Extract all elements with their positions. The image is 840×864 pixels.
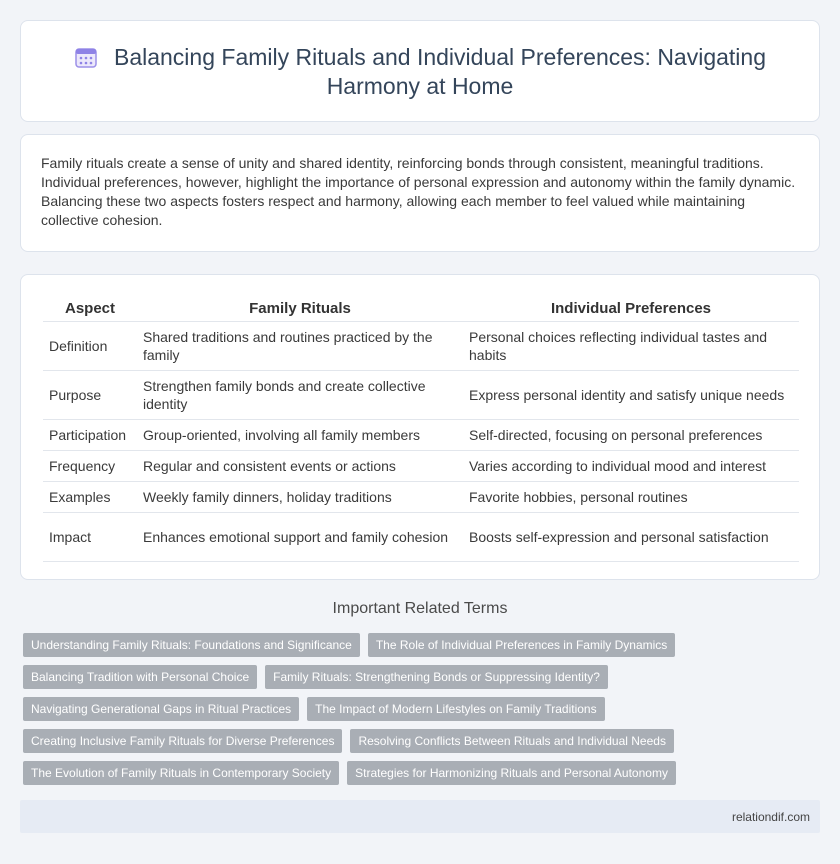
footer xyxy=(20,800,820,833)
table-row xyxy=(43,370,799,419)
family-rituals-cell: Enhances emotional support and family cohesion xyxy=(137,512,463,561)
family-rituals-cell: Group-oriented, involving all family members xyxy=(137,419,463,450)
table-header-row xyxy=(43,297,799,321)
individual-preferences-cell: Favorite hobbies, personal routines xyxy=(463,481,799,512)
related-terms-row xyxy=(23,665,703,689)
related-term-link[interactable]: Resolving Conflicts Between Rituals and Individual Needs xyxy=(350,729,674,753)
individual-preferences-cell: Personal choices reflecting individual tastes and habits xyxy=(463,321,799,370)
aspect-cell: Definition xyxy=(43,321,137,370)
family-rituals-cell: Shared traditions and routines practiced by the family xyxy=(137,321,463,370)
individual-preferences-cell: Varies according to individual mood and interest xyxy=(463,450,799,481)
related-term-link[interactable]: Family Rituals: Strengthening Bonds or Suppressing Identity? xyxy=(265,665,608,689)
aspect-cell: Impact xyxy=(43,512,137,561)
table-row xyxy=(43,419,799,450)
table-row xyxy=(43,481,799,512)
related-term-link[interactable]: Balancing Tradition with Personal Choice xyxy=(23,665,257,689)
related-terms-row xyxy=(23,761,703,785)
individual-preferences-cell: Express personal identity and satisfy unique needs xyxy=(463,370,799,419)
header-individual-preferences: Individual Preferences xyxy=(463,297,799,321)
calendar-icon xyxy=(74,45,98,69)
header-aspect: Aspect xyxy=(43,297,137,321)
related-term-link[interactable]: Strategies for Harmonizing Rituals and Personal Autonomy xyxy=(347,761,676,785)
header-family-rituals: Family Rituals xyxy=(137,297,463,321)
individual-preferences-cell: Boosts self-expression and personal satisfaction xyxy=(463,512,799,561)
aspect-cell: Examples xyxy=(43,481,137,512)
comparison-card xyxy=(20,274,820,580)
related-term-link[interactable]: Navigating Generational Gaps in Ritual Practices xyxy=(23,697,299,721)
intro-card xyxy=(20,134,820,252)
page-title: Balancing Family Rituals and Individual Preferences: Navigating Harmony at Home xyxy=(113,44,766,99)
related-terms-row xyxy=(23,697,703,721)
source-link[interactable]: relationdif.com xyxy=(731,810,810,824)
individual-preferences-cell: Self-directed, focusing on personal preferences xyxy=(463,419,799,450)
aspect-cell: Purpose xyxy=(43,370,137,419)
related-term-link[interactable]: Understanding Family Rituals: Foundations and Significance xyxy=(23,633,360,657)
related-terms-heading: Important Related Terms xyxy=(332,600,508,617)
comparison-table xyxy=(43,297,799,562)
related-terms-row xyxy=(23,729,703,753)
related-terms-row xyxy=(23,633,703,657)
header-card xyxy=(20,20,820,122)
aspect-cell: Participation xyxy=(43,419,137,450)
related-terms-list xyxy=(23,633,703,793)
table-row xyxy=(43,321,799,370)
related-term-link[interactable]: The Impact of Modern Lifestyles on Family Traditions xyxy=(307,697,604,721)
related-term-link[interactable]: The Role of Individual Preferences in Family Dynamics xyxy=(368,633,675,657)
family-rituals-cell: Weekly family dinners, holiday traditions xyxy=(137,481,463,512)
page-title-wrap xyxy=(61,43,779,101)
related-term-link[interactable]: Creating Inclusive Family Rituals for Diverse Preferences xyxy=(23,729,342,753)
related-term-link[interactable]: The Evolution of Family Rituals in Contemporary Society xyxy=(23,761,339,785)
table-row xyxy=(43,512,799,561)
family-rituals-cell: Regular and consistent events or actions xyxy=(137,450,463,481)
table-row xyxy=(43,450,799,481)
intro-text: Family rituals create a sense of unity and shared identity, reinforcing bonds through consistent, meaningful traditions. Individual preferences, however, highlight the importance of personal expression and autonomy within the family dynamic. Balancing these two aspects fosters respect and harmony, allowing each member to feel valued while maintaining collective cohesion. xyxy=(41,155,796,228)
family-rituals-cell: Strengthen family bonds and create collective identity xyxy=(137,370,463,419)
aspect-cell: Frequency xyxy=(43,450,137,481)
